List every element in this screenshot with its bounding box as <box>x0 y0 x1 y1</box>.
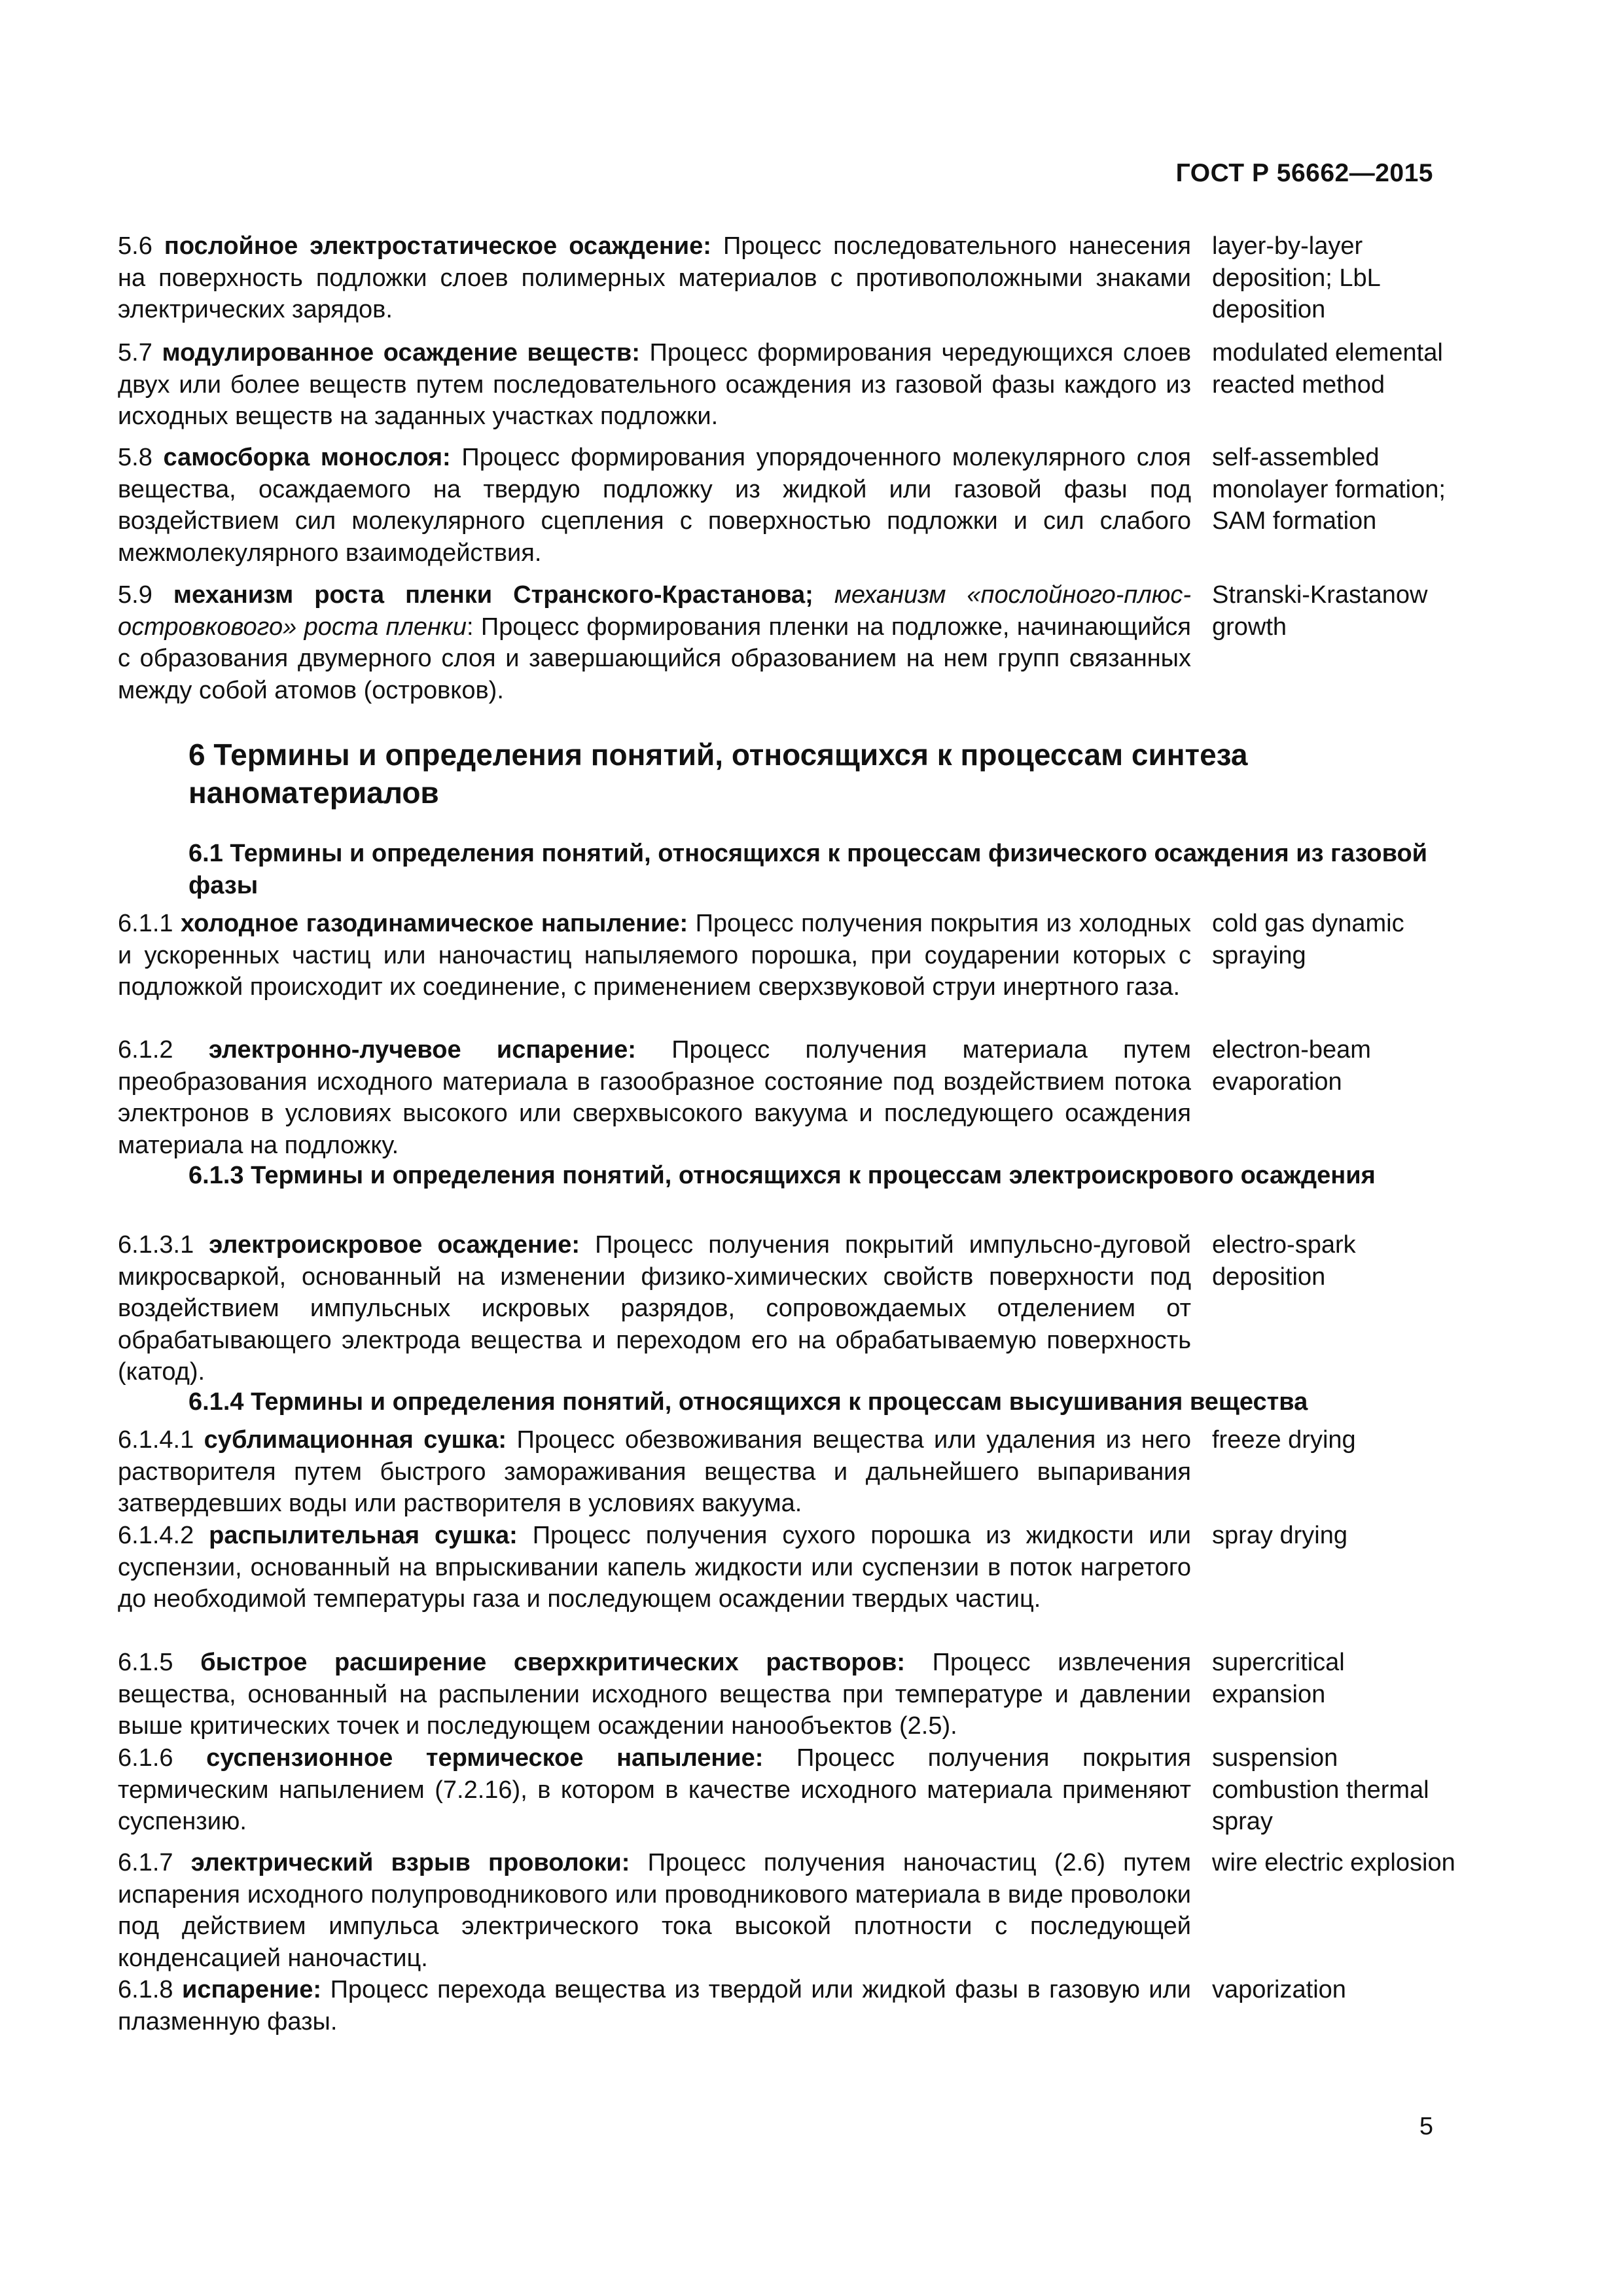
entry-number: 5.7 <box>118 339 152 367</box>
subsection-6-1-3-heading: 6.1.3 Термины и определения понятий, относящихся к процессам электроискрового осаждения <box>188 1162 1376 1189</box>
entry-text: Процесс получения покрытия из холодных и ускоренных частиц или наночастиц напыляемого порошка, при соударении которых с подложкой происходит их соединение, с применением сверхзвуковой струи инертного газа. <box>118 910 1191 1001</box>
entry-definition <box>118 1742 1191 1838</box>
entry-definition <box>118 1520 1191 1615</box>
entry-number: 6.1.2 <box>118 1036 173 1064</box>
entry-number: 6.1.7 <box>118 1849 173 1876</box>
entry-term: самосборка монослоя: <box>163 444 451 471</box>
entry-english: Stranski-Krastanow growth <box>1212 581 1428 641</box>
entry-definition <box>118 337 1191 433</box>
entry-text: Процесс получения сухого порошка из жидкости или суспензии, основанный на впрыскивании капель жидкости или суспензии в поток нагретого до необходимой температуры газа и последующем осаждении твердых частиц. <box>118 1522 1191 1613</box>
entry-english: modulated elemental reacted method <box>1212 339 1443 399</box>
entry-number: 6.1.3.1 <box>118 1231 194 1259</box>
entry-text: Процесс последовательного нанесения на поверхность подложки слоев полимерных материалов с противоположными знаками электрических зарядов. <box>118 232 1191 323</box>
entry-english: wire electric explosion <box>1212 1849 1455 1876</box>
entry-term: механизм роста пленки Странского-Крастанова; <box>173 581 813 609</box>
entry-definition <box>118 1647 1191 1742</box>
standard-header: ГОСТ Р 56662—2015 <box>1175 159 1433 187</box>
entry-english: layer-by-layer deposition; LbL deposition <box>1212 232 1380 323</box>
entry-number: 6.1.1 <box>118 910 173 937</box>
entry-definition <box>118 230 1191 326</box>
entry-number: 5.6 <box>118 232 152 260</box>
entry-term: электрический взрыв проволоки: <box>190 1849 630 1876</box>
entry-english: self-assembled monolayer formation; SAM formation <box>1212 444 1446 535</box>
entry-term: послойное электростатическое осаждение: <box>164 232 711 260</box>
entry-definition <box>118 1974 1191 2037</box>
entry-number: 6.1.5 <box>118 1649 173 1676</box>
section-6-heading: 6 Термины и определения понятий, относящихся к процессам синтеза наноматериалов <box>188 738 1248 810</box>
entry-number: 6.1.4.1 <box>118 1426 194 1454</box>
entry-term: сублимационная сушка: <box>204 1426 507 1454</box>
entry-text: Процесс обезвоживания вещества или удаления из него растворителя путем быстрого замораживания вещества и дальнейшего выпаривания затвердевших воды или растворителя в условиях вакуума. <box>118 1426 1192 1517</box>
entry-english: vaporization <box>1212 1976 1346 2003</box>
entry-english: spray drying <box>1212 1522 1347 1549</box>
entry-text: Процесс получения материала путем преобразования исходного материала в газообразное состояние под воздействием потока электронов в условиях высокого или сверхвысокого вакуума и последующего осаждения материала на подложку. <box>118 1036 1191 1159</box>
entry-english: electron-beam evaporation <box>1212 1036 1371 1096</box>
entry-term: электронно-лучевое испарение: <box>208 1036 636 1064</box>
entry-term: быстрое расширение сверхкритических растворов: <box>200 1649 905 1676</box>
entry-english: freeze drying <box>1212 1426 1356 1454</box>
entry-number: 6.1.6 <box>118 1744 173 1772</box>
entry-definition <box>118 1847 1191 1974</box>
entry-term: испарение: <box>182 1976 322 2003</box>
subsection-6-1-heading: 6.1 Термины и определения понятий, относящихся к процессам физического осаждения из газовой фазы <box>188 840 1428 899</box>
entry-text: Процесс формирования упорядоченного молекулярного слоя вещества, осаждаемого на твердую подложку из жидкой или газовой фазы под воздействием сил молекулярного сцепления с поверхностью подложки и сил слабого межмолекулярного взаимодействия. <box>118 444 1192 567</box>
entry-term: электроискровое осаждение: <box>209 1231 580 1259</box>
entry-term: модулированное осаждение веществ: <box>162 339 640 367</box>
entry-text: Процесс перехода вещества из твердой или жидкой фазы в газовую или плазменную фазы. <box>118 1976 1192 2036</box>
entry-english: electro-spark deposition <box>1212 1231 1356 1291</box>
entry-alt-term: механизм «послойного-плюс-островкового» роста пленки <box>118 581 1191 641</box>
entry-english: suspension combustion thermal spray <box>1212 1744 1429 1835</box>
entry-definition <box>118 442 1191 569</box>
entry-text: Процесс получения покрытий импульсно-дуговой микросваркой, основанный на изменении физико-химических свойств поверхности под воздействием импульсных искровых разрядов, сопровождаемых отделением от обрабатывающего электрода вещества и переходом его на обрабатываемую поверхность (катод). <box>118 1231 1191 1386</box>
entry-term: распылительная сушка: <box>209 1522 518 1549</box>
entry-number: 6.1.8 <box>118 1976 173 2003</box>
entry-definition <box>118 1034 1191 1161</box>
entry-text: Процесс формирования чередующихся слоев двух или более веществ путем последовательного осаждения из газовой фазы каждого из исходных веществ на заданных участках подложки. <box>118 339 1192 430</box>
entry-english: cold gas dynamic spraying <box>1212 910 1404 969</box>
entry-number: 6.1.4.2 <box>118 1522 194 1549</box>
entry-text: : Процесс формирования пленки на подложке, начинающийся с образования двумерного слоя и завершающийся образованием на нем групп связанных между собой атомов (островков). <box>118 613 1192 704</box>
entry-text: Процесс получения покрытия термическим напылением (7.2.16), в котором в качестве исходного материала применяют суспензию. <box>118 1744 1191 1835</box>
page-number: 5 <box>1419 2113 1433 2140</box>
entry-term: холодное газодинамическое напыление: <box>180 910 688 937</box>
entry-text: Процесс получения наночастиц (2.6) путем испарения исходного полупроводникового или проводникового материала в виде проволоки под действием импульса электрического тока высокой плотности с последующей конденсацией наночастиц. <box>118 1849 1191 1972</box>
entry-english: supercritical expansion <box>1212 1649 1345 1708</box>
entry-definition <box>118 1424 1191 1520</box>
entry-definition <box>118 908 1191 1003</box>
entry-number: 5.9 <box>118 581 152 609</box>
entry-number: 5.8 <box>118 444 152 471</box>
entry-text: Процесс извлечения вещества, основанный на распылении исходного вещества при температуре и давлении выше критических точек и последующем осаждении нанообъектов (2.5). <box>118 1649 1192 1740</box>
entry-definition <box>118 579 1191 706</box>
subsection-6-1-4-heading: 6.1.4 Термины и определения понятий, относящихся к процессам высушивания вещества <box>188 1388 1308 1416</box>
entry-term: суспензионное термическое напыление: <box>206 1744 764 1772</box>
entry-definition <box>118 1229 1191 1388</box>
